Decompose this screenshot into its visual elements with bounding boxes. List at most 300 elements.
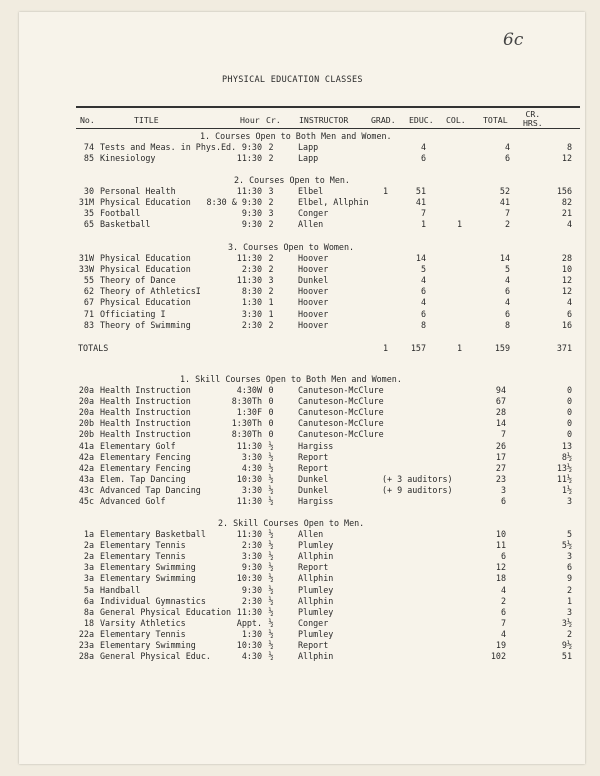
course-instructor: Report (298, 462, 329, 473)
course-title: Elementary Tennis (100, 540, 186, 551)
course-hour: 10:30 (236, 573, 262, 584)
credit-hours: 1 (566, 595, 572, 606)
header-rule-bottom (76, 128, 580, 129)
total-count: 52 (499, 186, 510, 196)
total-count: 14 (499, 253, 510, 263)
header-cr-hrs: CR. HRS. (523, 109, 543, 128)
course-hour: 10:30 (236, 640, 262, 650)
course-title: Personal Health (100, 186, 176, 196)
course-hour: 11:30 (236, 253, 262, 263)
course-title: Health Instruction (100, 429, 191, 440)
course-credits: 2 (268, 219, 274, 230)
course-title: Physical Education (100, 197, 191, 208)
course-title: Elementary Tennis (100, 551, 186, 562)
credit-hours: 2 (566, 628, 572, 639)
section-heading-text: 2. Skill Courses Open to Men. (218, 518, 365, 528)
course-instructor: Plumley (298, 584, 334, 595)
course-number: 43c (78, 484, 94, 495)
course-title: Health Instruction (100, 385, 191, 395)
course-number: 18 (83, 617, 94, 628)
course-credits: 2 (268, 197, 274, 208)
course-hour: 10:30 (236, 473, 262, 484)
course-number: 1a (83, 529, 94, 539)
course-number: 28a (78, 651, 94, 662)
total-count: 102 (490, 651, 506, 662)
course-number: 3a (83, 573, 94, 584)
total-count: 6 (500, 496, 506, 506)
course-instructor: Hoover (298, 308, 329, 319)
course-number: 85 (83, 153, 94, 164)
course-credits: 1 (268, 297, 274, 308)
course-hour: 9:30 (241, 142, 262, 152)
course-instructor: Hoover (298, 297, 329, 308)
course-number: 2a (83, 540, 94, 551)
course-title: Elementary Fencing (100, 462, 191, 473)
course-number: 31M (78, 197, 94, 208)
course-title: Basketball (100, 219, 151, 230)
course-number: 30 (83, 186, 94, 196)
course-hour: 1:30 (241, 297, 262, 308)
course-hour: 11:30 (236, 529, 262, 539)
course-instructor: Dunkel (298, 275, 329, 286)
course-instructor: Dunkel (298, 484, 329, 495)
course-instructor: Conger (298, 617, 329, 628)
course-credits: ½ (268, 473, 274, 484)
educ-count: 8 (420, 319, 426, 330)
grad-count: 1 (382, 186, 388, 196)
header-rule-top-double (76, 107, 580, 108)
course-title: Health Instruction (100, 396, 191, 407)
course-credits: 2 (268, 319, 274, 330)
course-credits: ½ (268, 651, 274, 662)
course-number: 2a (83, 551, 94, 562)
course-instructor: Plumley (298, 628, 334, 639)
course-title: Kinesiology (100, 153, 156, 164)
course-number: 43a (78, 473, 94, 484)
course-hour: Appt. (236, 617, 262, 628)
section-heading-text: 1. Skill Courses Open to Both Men and Women. (180, 374, 402, 384)
credit-hours: 8 (566, 142, 572, 152)
course-title: Physical Education (100, 264, 191, 275)
course-title: Physical Education (100, 297, 191, 308)
total-count: 6 (500, 551, 506, 562)
educ-count: 4 (420, 297, 426, 308)
course-credits: 0 (268, 429, 274, 440)
total-count: 6 (504, 308, 510, 319)
course-title: Advanced Golf (100, 496, 166, 506)
col-count: 1 (456, 219, 462, 230)
total-count: 7 (500, 617, 506, 628)
course-credits: 0 (268, 396, 274, 407)
course-title: General Physical Education (100, 606, 232, 617)
course-title: Advanced Tap Dancing (100, 484, 201, 495)
course-title: Elementary Golf (100, 440, 176, 451)
credit-hours: 8½ (561, 451, 572, 462)
educ-count: 4 (420, 275, 426, 286)
course-title: Elementary Fencing (100, 451, 191, 462)
course-instructor: Canuteson-McClure (298, 396, 384, 407)
course-credits: ½ (268, 584, 274, 595)
course-credits: ½ (268, 606, 274, 617)
total-count: 2 (500, 595, 506, 606)
total-count: 67 (495, 396, 506, 407)
table-row (0, 218, 600, 230)
credit-hours: 4 (566, 297, 572, 308)
credit-hours: 16 (561, 319, 572, 330)
total-count: 17 (495, 451, 506, 462)
course-number: 20a (78, 396, 94, 407)
course-instructor: Hargiss (298, 496, 334, 506)
totals-row (0, 342, 600, 354)
course-hour: 9:30 (241, 219, 262, 230)
course-instructor: Hoover (298, 253, 329, 263)
course-hour: 4:30 (241, 462, 262, 473)
total-count: 12 (495, 562, 506, 573)
total-count: 26 (495, 440, 506, 451)
course-number: 6a (83, 595, 94, 606)
educ-count: 6 (420, 153, 426, 164)
header-grad: GRAD. (371, 115, 396, 125)
totals-educ: 157 (410, 343, 426, 353)
credit-hours: 5½ (561, 540, 572, 551)
course-title: Tests and Meas. in Phys.Ed. (100, 142, 237, 152)
course-title: General Physical Educ. (100, 651, 211, 662)
total-count: 14 (495, 418, 506, 429)
credit-hours: 12 (561, 153, 572, 164)
educ-count: 1 (420, 219, 426, 230)
course-credits: 3 (268, 275, 274, 286)
course-instructor: Canuteson-McClure (298, 407, 384, 418)
course-credits: ½ (268, 451, 274, 462)
total-count: 11 (495, 540, 506, 551)
course-credits: ½ (268, 462, 274, 473)
course-instructor: Hoover (298, 264, 329, 275)
table-row (0, 650, 600, 662)
credit-hours: 3½ (561, 617, 572, 628)
credit-hours: 3 (566, 606, 572, 617)
total-count: 28 (495, 407, 506, 418)
credit-hours: 9½ (561, 640, 572, 650)
credit-hours: 13 (561, 440, 572, 451)
course-credits: ½ (268, 562, 274, 573)
auditors-note: (+ 3 auditors) (382, 473, 453, 484)
educ-count: 5 (420, 264, 426, 275)
educ-count: 14 (415, 253, 426, 263)
total-count: 94 (495, 385, 506, 395)
course-title: Elementary Swimming (100, 562, 196, 573)
course-instructor: Canuteson-McClure (298, 418, 384, 429)
course-instructor: Hoover (298, 286, 329, 297)
total-count: 10 (495, 529, 506, 539)
credit-hours: 3 (566, 551, 572, 562)
course-hour: 9:30 (241, 562, 262, 573)
total-count: 19 (495, 640, 506, 650)
course-instructor: Report (298, 451, 329, 462)
course-credits: 2 (268, 253, 274, 263)
course-title: Elementary Swimming (100, 640, 196, 650)
course-credits: ½ (268, 496, 274, 506)
course-hour: 1:30F (236, 407, 262, 418)
course-number: 33W (78, 264, 94, 275)
course-number: 20a (78, 385, 94, 395)
totals-credit-hours: 371 (556, 343, 572, 353)
course-instructor: Dunkel (298, 473, 329, 484)
total-count: 4 (500, 628, 506, 639)
course-instructor: Conger (298, 208, 329, 219)
course-number: 5a (83, 584, 94, 595)
table-row (0, 495, 600, 507)
course-credits: ½ (268, 551, 274, 562)
total-count: 2 (504, 219, 510, 230)
course-credits: ½ (268, 529, 274, 539)
auditors-note: (+ 9 auditors) (382, 484, 453, 495)
total-count: 41 (499, 197, 510, 208)
header-educ: EDUC. (409, 115, 434, 125)
totals-grad: 1 (382, 343, 388, 353)
handwritten-note: 6c (503, 30, 524, 50)
total-count: 23 (495, 473, 506, 484)
course-title: Theory of Dance (100, 275, 176, 286)
table-row (0, 319, 600, 331)
course-number: 35 (83, 208, 94, 219)
course-number: 22a (78, 628, 94, 639)
credit-hours: 1½ (561, 484, 572, 495)
course-credits: ½ (268, 484, 274, 495)
credit-hours: 0 (566, 407, 572, 418)
course-title: Elementary Swimming (100, 573, 196, 584)
course-credits: ½ (268, 573, 274, 584)
total-count: 6 (500, 606, 506, 617)
course-instructor: Allphin (298, 551, 334, 562)
credit-hours: 12 (561, 275, 572, 286)
course-hour: 1:30 (241, 628, 262, 639)
credit-hours: 12 (561, 286, 572, 297)
total-count: 8 (504, 319, 510, 330)
total-count: 4 (500, 584, 506, 595)
course-hour: 3:30 (241, 451, 262, 462)
course-instructor: Lapp (298, 142, 319, 152)
course-instructor: Allen (298, 529, 324, 539)
course-credits: ½ (268, 595, 274, 606)
course-hour: 8:30 & 9:30 (206, 197, 262, 208)
course-number: 31W (78, 253, 94, 263)
course-number: 23a (78, 640, 94, 650)
educ-count: 6 (420, 308, 426, 319)
credit-hours: 0 (566, 385, 572, 395)
total-count: 4 (504, 297, 510, 308)
course-hour: 3:30 (241, 484, 262, 495)
course-hour: 11:30 (236, 496, 262, 506)
total-count: 4 (504, 142, 510, 152)
credit-hours: 6 (566, 562, 572, 573)
educ-count: 7 (420, 208, 426, 219)
course-number: 83 (83, 319, 94, 330)
total-count: 27 (495, 462, 506, 473)
course-title: Physical Education (100, 253, 191, 263)
course-instructor: Allphin (298, 573, 334, 584)
course-number: 20a (78, 407, 94, 418)
course-hour: 2:30 (241, 540, 262, 551)
credit-hours: 82 (561, 197, 572, 208)
course-instructor: Report (298, 562, 329, 573)
course-title: Handball (100, 584, 141, 595)
total-count: 18 (495, 573, 506, 584)
course-title: Health Instruction (100, 418, 191, 429)
credit-hours: 10 (561, 264, 572, 275)
course-number: 20b (78, 429, 94, 440)
section-heading-text: 3. Courses Open to Women. (228, 242, 355, 252)
credit-hours: 51 (561, 651, 572, 662)
credit-hours: 21 (561, 208, 572, 219)
credit-hours: 3 (566, 496, 572, 506)
course-number: 55 (83, 275, 94, 286)
course-hour: 3:30 (241, 551, 262, 562)
table-row (0, 152, 600, 164)
course-hour: 2:30 (241, 264, 262, 275)
total-count: 5 (504, 264, 510, 275)
header-hour: Hour (240, 115, 260, 125)
course-instructor: Report (298, 640, 329, 650)
credit-hours: 28 (561, 253, 572, 263)
course-instructor: Plumley (298, 540, 334, 551)
course-credits: 3 (268, 208, 274, 219)
course-credits: ½ (268, 617, 274, 628)
course-number: 41a (78, 440, 94, 451)
course-credits: 0 (268, 407, 274, 418)
course-instructor: Hoover (298, 319, 329, 330)
course-hour: 3:30 (241, 308, 262, 319)
course-number: 67 (83, 297, 94, 308)
course-instructor: Hargiss (298, 440, 334, 451)
total-count: 7 (504, 208, 510, 219)
course-credits: 1 (268, 308, 274, 319)
educ-count: 4 (420, 142, 426, 152)
course-credits: ½ (268, 440, 274, 451)
course-instructor: Lapp (298, 153, 319, 164)
course-hour: 11:30 (236, 440, 262, 451)
course-instructor: Allphin (298, 651, 334, 662)
course-number: 42a (78, 451, 94, 462)
course-number: 20b (78, 418, 94, 429)
course-number: 71 (83, 308, 94, 319)
total-count: 6 (504, 286, 510, 297)
total-count: 7 (500, 429, 506, 440)
course-credits: 0 (268, 418, 274, 429)
header-total: TOTAL (483, 115, 508, 125)
course-credits: ½ (268, 640, 274, 650)
course-hour: 4:30 (241, 651, 262, 662)
course-instructor: Canuteson-McClure (298, 385, 384, 395)
page-title: PHYSICAL EDUCATION CLASSES (222, 75, 363, 85)
credit-hours: 6 (566, 308, 572, 319)
course-credits: 2 (268, 264, 274, 275)
course-instructor: Plumley (298, 606, 334, 617)
course-hour: 2:30 (241, 595, 262, 606)
total-count: 3 (500, 484, 506, 495)
course-number: 65 (83, 219, 94, 230)
course-instructor: Elbel (298, 186, 324, 196)
course-instructor: Allen (298, 219, 324, 230)
credit-hours: 13½ (556, 462, 572, 473)
credit-hours: 11½ (556, 473, 572, 484)
course-number: 8a (83, 606, 94, 617)
header-col: COL. (446, 115, 466, 125)
course-hour: 2:30 (241, 319, 262, 330)
course-hour: 11:30 (236, 606, 262, 617)
course-title: Theory of Swimming (100, 319, 191, 330)
course-hour: 1:30Th (231, 418, 262, 429)
course-credits: 2 (268, 153, 274, 164)
course-title: Varsity Athletics (100, 617, 186, 628)
totals-total: 159 (494, 343, 510, 353)
course-hour: 9:30 (241, 208, 262, 219)
section-heading-text: 1. Courses Open to Both Men and Women. (200, 131, 392, 141)
course-credits: 3 (268, 186, 274, 196)
course-title: Officiating I (100, 308, 166, 319)
course-instructor: Elbel, Allphin (298, 197, 369, 208)
section-heading-text: 2. Courses Open to Men. (234, 175, 350, 185)
credit-hours: 2 (566, 584, 572, 595)
header-cr: Cr. (266, 115, 281, 125)
course-hour: 11:30 (236, 186, 262, 196)
course-hour: 11:30 (236, 153, 262, 164)
credit-hours: 0 (566, 418, 572, 429)
credit-hours: 0 (566, 396, 572, 407)
educ-count: 6 (420, 286, 426, 297)
educ-count: 41 (415, 197, 426, 208)
credit-hours: 5 (566, 529, 572, 539)
course-number: 42a (78, 462, 94, 473)
course-credits: 2 (268, 142, 274, 152)
total-count: 4 (504, 275, 510, 286)
total-count: 6 (504, 153, 510, 164)
course-instructor: Allphin (298, 595, 334, 606)
course-number: 45c (78, 496, 94, 506)
course-hour: 9:30 (241, 584, 262, 595)
header-instructor: INSTRUCTOR (299, 115, 349, 125)
course-instructor: Canuteson-McClure (298, 429, 384, 440)
course-number: 62 (83, 286, 94, 297)
course-title: Elementary Tennis (100, 628, 186, 639)
course-title: Football (100, 208, 141, 219)
educ-count: 51 (415, 186, 426, 196)
header-title: TITLE (134, 115, 159, 125)
header-no: No. (80, 115, 95, 125)
course-title: Health Instruction (100, 407, 191, 418)
course-hour: 8:30Th (231, 396, 262, 407)
totals-label: TOTALS (78, 343, 109, 353)
course-title: Theory of AthleticsI (100, 286, 201, 297)
credit-hours: 9 (566, 573, 572, 584)
course-hour: 11:30 (236, 275, 262, 286)
course-credits: 2 (268, 286, 274, 297)
course-number: 74 (83, 142, 94, 152)
course-hour: 8:30Th (231, 429, 262, 440)
course-title: Individual Gymnastics (100, 595, 206, 606)
credit-hours: 156 (556, 186, 572, 196)
course-hour: 8:30 (241, 286, 262, 297)
course-number: 3a (83, 562, 94, 573)
credit-hours: 0 (566, 429, 572, 440)
course-credits: 0 (268, 385, 274, 395)
course-credits: ½ (268, 540, 274, 551)
course-hour: 4:30W (236, 385, 262, 395)
course-title: Elem. Tap Dancing (100, 473, 186, 484)
credit-hours: 4 (566, 219, 572, 230)
totals-col: 1 (456, 343, 462, 353)
course-title: Elementary Basketball (100, 529, 206, 539)
course-credits: ½ (268, 628, 274, 639)
